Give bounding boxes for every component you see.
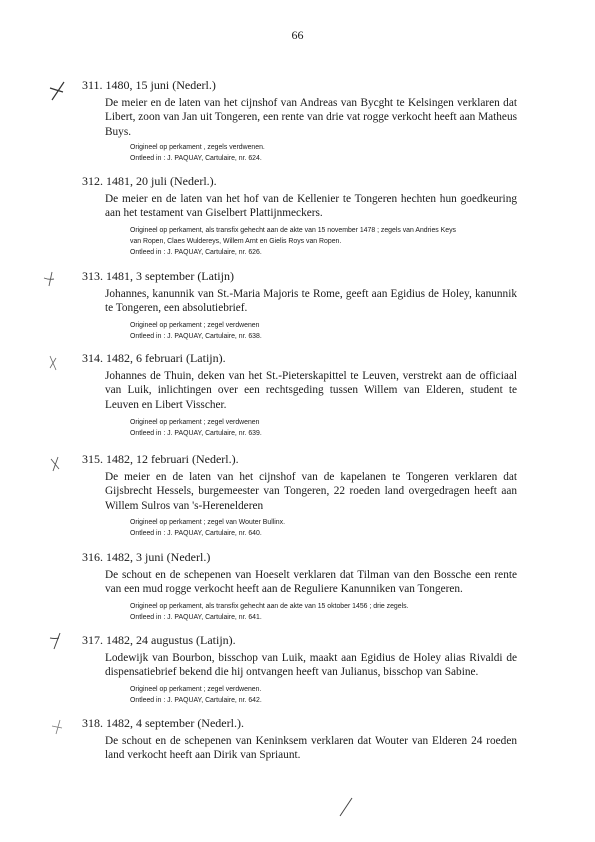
entry-heading: 316. 1482, 3 juni (Nederl.) bbox=[82, 550, 211, 564]
margin-check-mark bbox=[44, 453, 84, 473]
source-line: van Ropen, Claes Wuldereys, Willem Arnt en Gielis Roys van Ropen. bbox=[130, 238, 342, 246]
source-line: Origineel op perkament, als transfix gehecht aan de akte van 15 oktober 1456 ; drie zegels. bbox=[130, 603, 409, 610]
source-line: Origineel op perkament , zegels verdwenen. bbox=[130, 144, 265, 151]
margin-check-mark bbox=[44, 630, 84, 650]
entry-source bbox=[130, 684, 520, 706]
margin-check-mark bbox=[40, 268, 80, 288]
source-line: Ontleed in : J. PAQUAY, Cartulaire, nr. 638. bbox=[130, 333, 262, 341]
margin-check-mark bbox=[46, 716, 86, 736]
source-line: Ontleed in : J. PAQUAY, Cartulaire, nr. 639. bbox=[130, 430, 262, 438]
margin-check-mark bbox=[46, 80, 86, 100]
entry-heading: 312. 1481, 20 juli (Nederl.). bbox=[82, 174, 217, 188]
entry-source bbox=[130, 517, 520, 539]
source-line: Origineel op perkament ; zegel verdwenen. bbox=[130, 686, 262, 693]
entry-source bbox=[130, 320, 520, 342]
margin-check-mark bbox=[334, 796, 374, 816]
entry-heading: 314. 1482, 6 februari (Latijn). bbox=[82, 351, 226, 365]
entry-heading: 317. 1482, 24 augustus (Latijn). bbox=[82, 633, 236, 647]
source-line: Ontleed in : J. PAQUAY, Cartulaire, nr. 626. bbox=[130, 249, 262, 257]
entry-summary: De schout en de schepenen van Keninksem verklaren dat Wouter van Elderen 24 roeden land verkocht heeft aan Dirik van Spriaunt. bbox=[105, 735, 517, 762]
entry-summary: De schout en de schepenen van Hoeselt verklaren dat Tilman van den Bossche een rente van een mud rogge verkocht heeft aan de Reguliere Kanunniken van Tongeren. bbox=[105, 569, 517, 596]
entry-heading: 311. 1480, 15 juni (Nederl.) bbox=[82, 78, 216, 92]
entry-summary: Johannes, kanunnik van St.-Maria Majoris te Rome, geeft aan Egidius de Holey, kanunnik te Tongeren, een absolutiebrief. bbox=[105, 288, 517, 315]
source-line: Ontleed in : J. PAQUAY, Cartulaire, nr. 624. bbox=[130, 155, 262, 163]
source-line: Ontleed in : J. PAQUAY, Cartulaire, nr. 641. bbox=[130, 614, 262, 622]
source-line: Origineel op perkament, als transfix gehecht aan de akte van 15 november 1478 ; zegels van Andries Keys bbox=[130, 227, 456, 234]
entry-summary: De meier en de laten van het cijnshof van Andreas van Bycght te Kelsingen verklaren dat Libert, zoon van Jan uit Tongeren, een rente van drie vat rogge verkocht heeft aan Matheus Buys. bbox=[105, 97, 517, 138]
entry-summary: Johannes de Thuin, deken van het St.-Pieterskapittel te Leuven, verstrekt aan de officiaal van Luik, inlichtingen over een rechtsgeding tussen Willem van Elderen, student te Leuven en Libert Visscher. bbox=[105, 370, 517, 411]
entry-summary: De meier en de laten van het cijnshof van de kapelanen te Tongeren verklaren dat Gijsbrecht Hessels, burgemeester van Tongeren, 22 roeden land overgedragen heeft aan Willem Sulros van 's-Herenelderen bbox=[105, 471, 517, 512]
entry-source bbox=[130, 417, 520, 439]
source-line: Origineel op perkament ; zegel verdwenen bbox=[130, 322, 260, 329]
page-number: 66 bbox=[291, 28, 304, 42]
entry-summary: Lodewijk van Bourbon, bisschop van Luik, maakt aan Egidius de Holey alias Rivaldi de dispensatiebrief bekend die hij ontvangen heeft van Julianus, bisschop van Sabine. bbox=[105, 652, 517, 679]
entry-source bbox=[130, 601, 520, 623]
source-line: Ontleed in : J. PAQUAY, Cartulaire, nr. 640. bbox=[130, 530, 262, 538]
entry-source bbox=[130, 142, 520, 164]
source-line: Ontleed in : J. PAQUAY, Cartulaire, nr. 642. bbox=[130, 697, 262, 705]
entry-heading: 313. 1481, 3 september (Latijn) bbox=[82, 269, 234, 283]
entry-summary: De meier en de laten van het hof van de Kellenier te Tongeren hechten hun goedkeuring aan het testament van Giselbert Plattijnmeckers. bbox=[105, 193, 517, 220]
entry-source bbox=[130, 225, 520, 259]
source-line: Origineel op perkament ; zegel verdwenen bbox=[130, 419, 260, 426]
entry-heading: 318. 1482, 4 september (Nederl.). bbox=[82, 716, 244, 730]
entry-heading: 315. 1482, 12 februari (Nederl.). bbox=[82, 452, 239, 466]
source-line: Origineel op perkament ; zegel van Wouter Bullinx. bbox=[130, 519, 285, 526]
margin-check-mark bbox=[42, 352, 82, 372]
